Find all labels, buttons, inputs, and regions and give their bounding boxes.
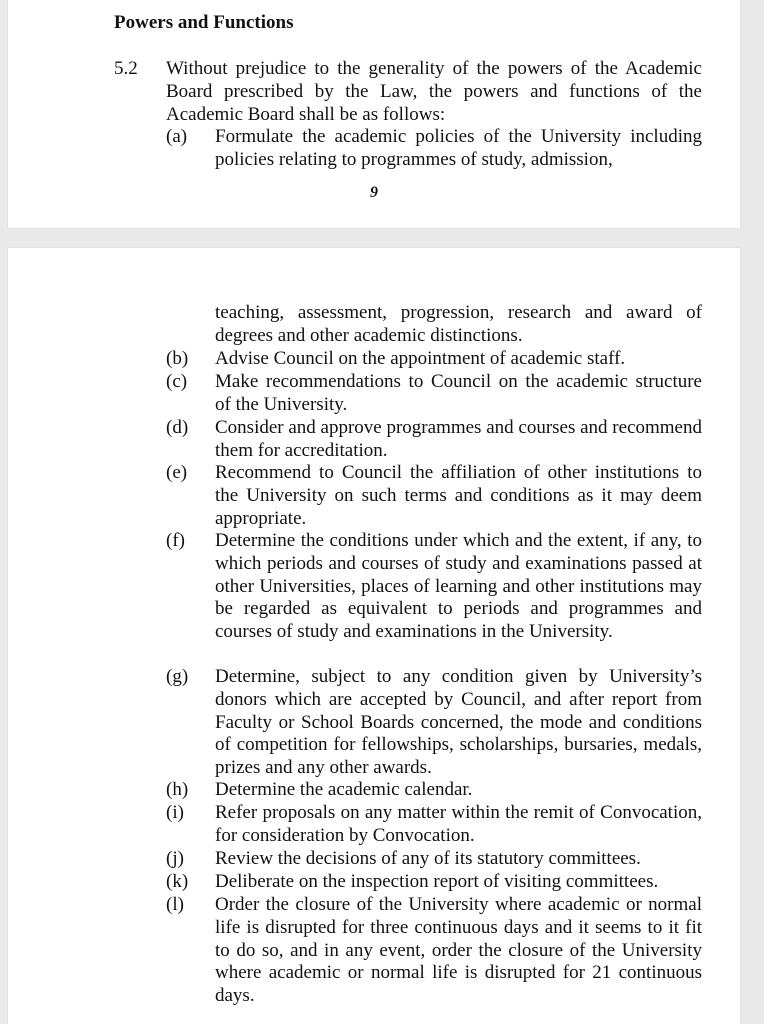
item-text-e: Recommend to Council the affiliation of other institutions to the University on such terms and conditions as it may deem appropriate. [215,462,702,529]
page-number: 9 [370,184,378,201]
item-text-g: Determine, subject to any condition given by University’s donors which are accepted by Council, and after report from Faculty or School Boards concerned, the mode and conditions of competition for fellowships, scholarships, bursaries, medals, prizes and any other awards. [215,666,702,779]
section-heading: Powers and Functions [114,12,294,33]
item-text-k: Deliberate on the inspection report of visiting committees. [215,871,659,892]
item-label-i: (i) [166,802,184,823]
item-text-f: Determine the conditions under which and the extent, if any, to which periods and courses of study and examinations passed at other Universities, places of learning and other institutions may be regarded as equivalent to periods and programmes and courses of study and examinations in the University. [215,530,702,643]
item-label-b: (b) [166,348,189,369]
item-label-l: (l) [166,894,184,915]
item-text-c: Make recommendations to Council on the academic structure of the University. [215,371,702,415]
item-text-a-part1: Formulate the academic policies of the University including policies relating to programmes of study, admission, [215,126,702,170]
item-label-h: (h) [166,779,189,800]
document-page-2 [8,248,740,1024]
item-label-g: (g) [166,666,189,687]
item-text-b: Advise Council on the appointment of academic staff. [215,348,626,369]
item-label-d: (d) [166,417,189,438]
item-label-k: (k) [166,871,189,892]
item-text-d: Consider and approve programmes and courses and recommend them for accreditation. [215,417,702,461]
item-text-a-part2: teaching, assessment, progression, research and award of degrees and other academic distinctions. [215,302,702,346]
item-label-a: (a) [166,126,188,147]
item-label-e: (e) [166,462,188,483]
item-label-f: (f) [166,530,185,551]
item-label-j: (j) [166,848,184,869]
item-text-i: Refer proposals on any matter within the remit of Convocation, for consideration by Convocation. [215,802,702,846]
section-intro: Without prejudice to the generality of the powers of the Academic Board prescribed by the Law, the powers and functions of the Academic Board shall be as follows: [166,58,702,125]
item-label-c: (c) [166,371,188,392]
item-text-j: Review the decisions of any of its statutory committees. [215,848,641,869]
document-page-1 [8,0,740,228]
section-number: 5.2 [114,58,138,79]
item-text-l: Order the closure of the University where academic or normal life is disrupted for three continuous days and it seems to it fit to do so, and in any event, order the closure of the University where academic or normal life is disrupted for 21 continuous days. [215,894,702,1007]
item-text-h: Determine the academic calendar. [215,779,473,800]
